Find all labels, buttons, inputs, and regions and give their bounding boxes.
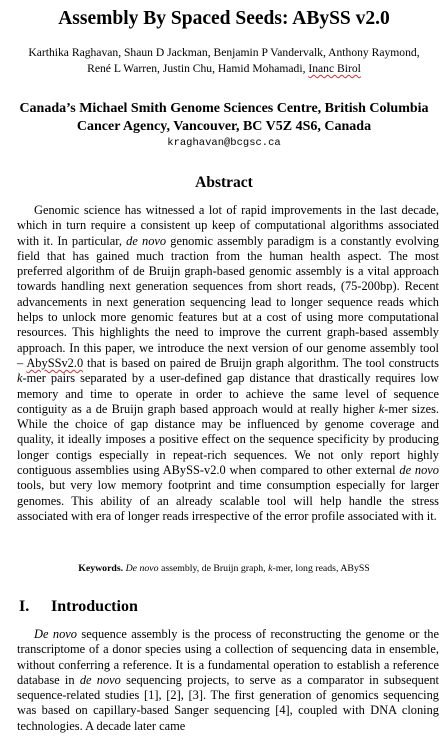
abstract-text-3: that is based on paired de Bruijn graph algorithm. The tool constructs: [83, 355, 440, 370]
intro-text-1: sequence assembly is the process of reconstructing the genome or the transcriptome of a donor species using a collection of sequencing data in ensemble, without conferring a reference. It is a fundamental operation to establish a reference database in: [17, 627, 439, 687]
intro-em-2: de novo: [79, 672, 121, 687]
abstract-text-2: genomic assembly paradigm is a constantly evolving field that has gained much traction from the human health aspect. The most preferred algorithm of de Bruijn graph-based genomic assembly is a vital approach towards handling next generation sequences from short reads, (75-200bp). Recent advancements in next generation sequencing lead to longer sequence reads which helps to unlock more genomic features but at a cost of using more computational resources. This highlights the need to improve the current graph-based assembly approach. In this paper, we introduce the next version of our genome assembly tool –: [17, 233, 440, 370]
author-email: kraghavan@bcgsc.ca: [167, 137, 281, 149]
abstract-em-2: k: [17, 371, 23, 386]
keywords-em-2: k: [268, 563, 273, 574]
affiliation: Canada’s Michael Smith Genome Sciences Centre, British Columbia Cancer Agency, Vancouver, BC V5Z 4S6, Canada: [19, 101, 429, 134]
authors-line-2: René L Warren, Justin Chu, Hamid Mohamadi,: [87, 62, 309, 75]
keywords-label: Keywords.: [78, 563, 124, 574]
section-title: Introduction: [51, 598, 138, 615]
abstract-em-4: de novo: [399, 463, 439, 478]
paper-title: Assembly By Spaced Seeds: ABySS v2.0: [58, 8, 390, 29]
keywords-em-1: De novo: [125, 563, 159, 574]
authors-line-1: Karthika Raghavan, Shaun D Jackman, Benjamin P Vandervalk, Anthony Raymond,: [28, 46, 420, 59]
section-number: I.: [19, 598, 30, 615]
abstract-tool-name: AbySSv2.0: [26, 355, 84, 370]
abstract-text-5: -mer sizes. While the choice of gap distance may be influenced by genome coverage and quality, it ideally imposes a positive effect on the sequence specificity by producing longer contigs especially in repeat-rich sequences. We not only report highly contiguous assemblies using ABySS-v2.0 when compared to other external: [17, 401, 439, 478]
keywords: [10, 563, 438, 574]
abstract-text-6: tools, but very low memory footprint and time consumption especially for larger genomes. This ability of an already scalable tool will help handle the stress associated with era of longer reads irrespective of the error profile associated with it.: [17, 478, 439, 523]
abstract-heading: Abstract: [195, 174, 253, 191]
abstract-em-3: k: [378, 401, 385, 416]
abstract-body: [17, 203, 439, 524]
intro-em-1: De novo: [34, 627, 77, 641]
section-heading-introduction: [19, 598, 439, 616]
abstract-text-4: -mer pairs separated by a user-defined gap distance that drastically requires low memory and time to operate in order to achieve the same level of sequence contiguity as a de Bruijn graph based approach would at really higher: [17, 371, 439, 416]
keywords-text-2: -mer, long reads, ABySS: [272, 563, 370, 574]
introduction-body: [17, 627, 439, 734]
author-last: Inanc Birol: [308, 62, 361, 75]
keywords-text-1: assembly, de Bruijn graph,: [158, 563, 269, 574]
abstract-text-1: Genomic science has witnessed a lot of rapid improvements in the last decade, which in turn require a consistent up keep of computational algorithms associated with it. In particular,: [17, 203, 439, 248]
abstract-em-1: de novo: [126, 233, 167, 248]
intro-text-2: sequencing projects, to serve as a comparator in subsequent sequence-related studies [1], [2], [3]. The first generation of genomics sequencing was based on capillary-based Sanger sequencing [4], coupled with DNA cloning technologies. A decade later came: [17, 672, 439, 733]
author-list: [10, 45, 438, 77]
